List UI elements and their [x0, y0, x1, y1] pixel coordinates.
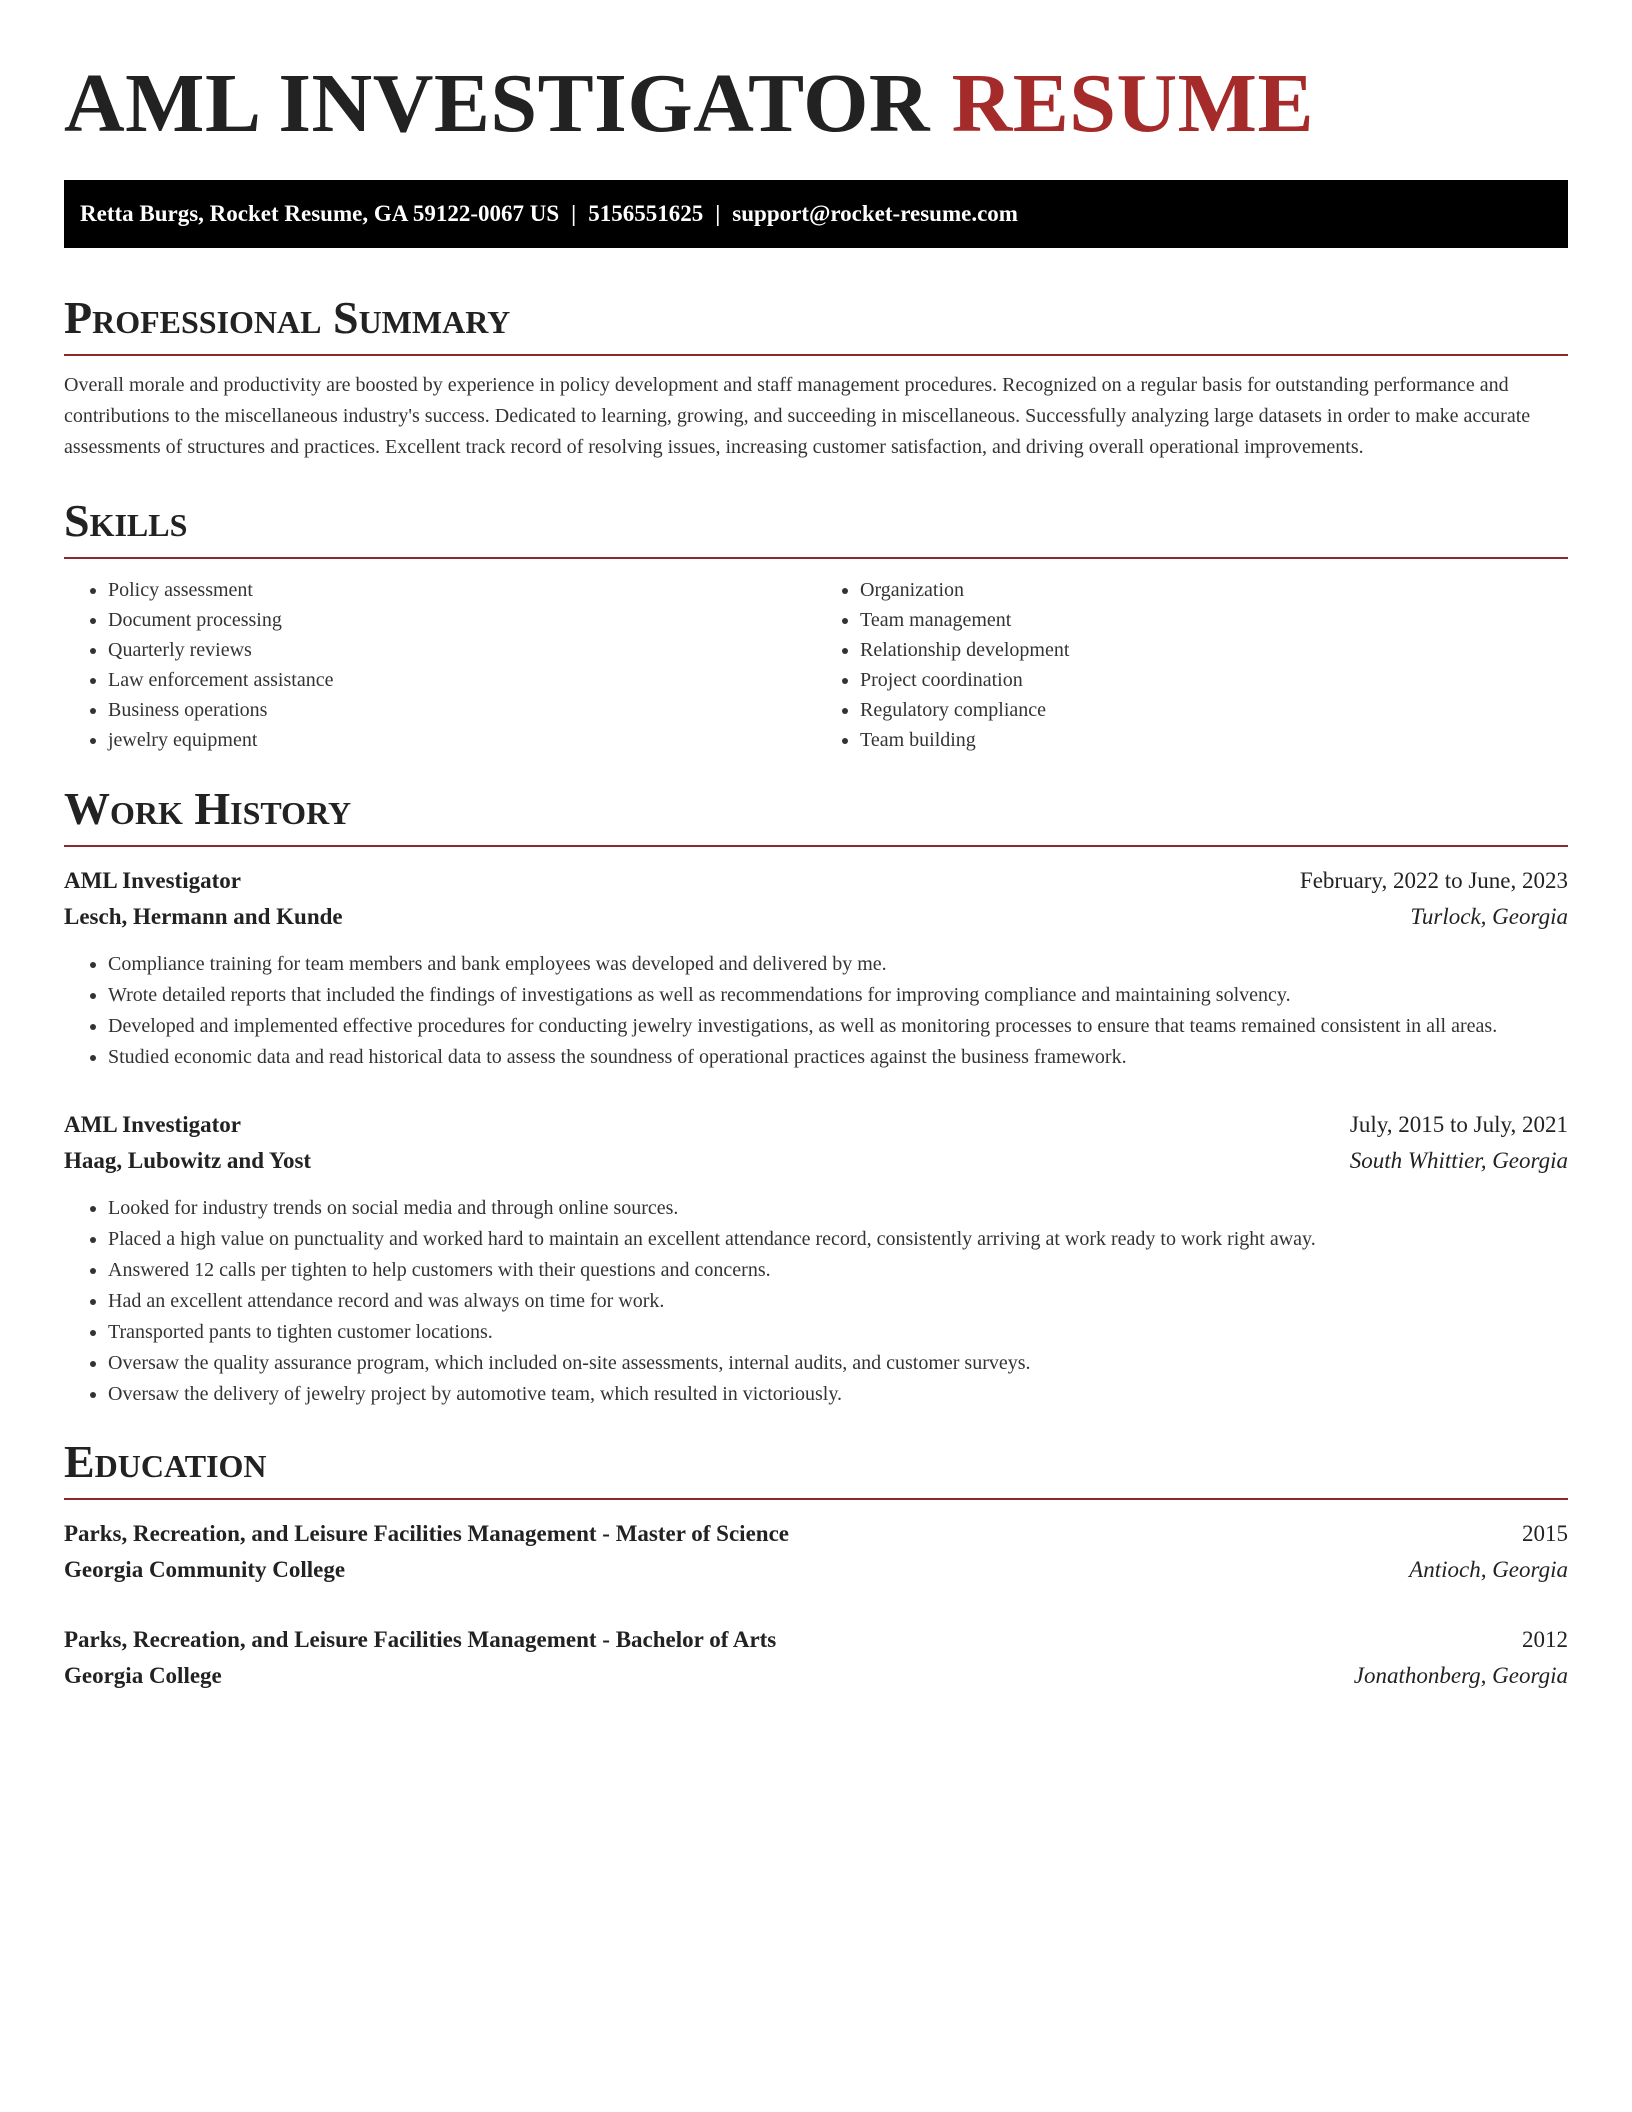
job-bullet: • Developed and implemented effective procedures for conducting jewelry investigations, as well as monitoring processes to ensure that teams remained consistent in all areas. [108, 1011, 1568, 1042]
education-school: Georgia College [64, 1663, 222, 1688]
education-degree-row [64, 1622, 1568, 1658]
job-location: Turlock, Georgia [1410, 904, 1568, 929]
contact-email: support@rocket-resume.com [732, 201, 1018, 226]
skill-item: • Document processing [108, 605, 816, 635]
job-entry [64, 1107, 1568, 1410]
education-location: Jonathonberg, Georgia [1353, 1663, 1568, 1688]
job-bullet: • Studied economic data and read historical data to assess the soundness of operational practices against the business framework. [108, 1042, 1568, 1073]
skill-item: • Project coordination [860, 665, 1568, 695]
job-bullets [64, 949, 1568, 1073]
job-dates: February, 2022 to June, 2023 [1299, 868, 1568, 893]
skill-item: • Regulatory compliance [860, 695, 1568, 725]
job-title-row [64, 863, 1568, 899]
job-title-row [64, 1107, 1568, 1143]
skills-column-left [64, 575, 816, 755]
summary-heading: Professional Summary [64, 290, 1568, 356]
contact-bar [64, 180, 1568, 248]
summary-text: Overall morale and productivity are boosted by experience in policy development and staff management procedures. Recognized on a regular basis for outstanding performance and contributions to the miscellaneous industry's success. Dedicated to learning, growing, and succeeding in miscellaneous. Successfully analyzing large datasets in order to make accurate assessments of structures and practices. Excellent track record of resolving issues, increasing customer satisfaction, and driving overall operational improvements. [64, 374, 1531, 458]
skills-heading: Skills [64, 493, 1568, 559]
education-entry [64, 1622, 1568, 1694]
title-main: AML INVESTIGATOR [64, 57, 931, 150]
job-bullet: • Wrote detailed reports that included the findings of investigations as well as recommendations for improving compliance and maintaining solvency. [108, 980, 1568, 1011]
skills-list [64, 575, 1568, 755]
job-bullet: • Transported pants to tighten customer locations. [108, 1317, 1568, 1348]
education-degree: Parks, Recreation, and Leisure Facilities Management - Master of Science [64, 1521, 789, 1546]
job-bullet: • Placed a high value on punctuality and worked hard to maintain an excellent attendance record, consistently arriving at work ready to work right away. [108, 1224, 1568, 1255]
job-company-row [64, 899, 1568, 935]
skill-item: • jewelry equipment [108, 725, 816, 755]
skill-item: • Law enforcement assistance [108, 665, 816, 695]
job-title: AML Investigator [64, 1112, 241, 1137]
education-location: Antioch, Georgia [1409, 1557, 1568, 1582]
job-bullet: • Oversaw the quality assurance program, which included on-site assessments, internal audits, and customer surveys. [108, 1348, 1568, 1379]
contact-phone: 5156551625 [588, 201, 704, 226]
skill-item: • Policy assessment [108, 575, 816, 605]
education-degree-row [64, 1516, 1568, 1552]
skill-item: • Team building [860, 725, 1568, 755]
contact-separator: | [571, 201, 577, 226]
education-school-row [64, 1658, 1568, 1694]
education-school: Georgia Community College [64, 1557, 346, 1582]
job-company: Haag, Lubowitz and Yost [64, 1148, 312, 1173]
job-bullets [64, 1193, 1568, 1410]
skill-item: • Team management [860, 605, 1568, 635]
title-accent: RESUME [951, 57, 1314, 150]
job-dates: July, 2015 to July, 2021 [1349, 1112, 1568, 1137]
contact-separator: | [715, 201, 721, 226]
job-entry [64, 863, 1568, 1073]
work-history-heading: Work History [64, 781, 1568, 847]
education-year: 2015 [1522, 1521, 1568, 1546]
education-entry [64, 1516, 1568, 1588]
job-bullet: • Oversaw the delivery of jewelry project by automotive team, which resulted in victoriously. [108, 1379, 1568, 1410]
education-school-row [64, 1552, 1568, 1588]
job-company: Lesch, Hermann and Kunde [64, 904, 343, 929]
resume-title [64, 0, 1568, 152]
education-degree: Parks, Recreation, and Leisure Facilities Management - Bachelor of Arts [64, 1627, 777, 1652]
contact-address: Retta Burgs, Rocket Resume, GA 59122-0067 US [80, 201, 560, 226]
skill-item: • Quarterly reviews [108, 635, 816, 665]
job-company-row [64, 1143, 1568, 1179]
job-bullet: • Answered 12 calls per tighten to help customers with their questions and concerns. [108, 1255, 1568, 1286]
skills-column-right [816, 575, 1568, 755]
skill-item: • Relationship development [860, 635, 1568, 665]
education-year: 2012 [1522, 1627, 1568, 1652]
job-bullet: • Had an excellent attendance record and was always on time for work. [108, 1286, 1568, 1317]
job-bullet: • Looked for industry trends on social media and through online sources. [108, 1193, 1568, 1224]
job-title: AML Investigator [64, 868, 241, 893]
education-heading: Education [64, 1434, 1568, 1500]
job-location: South Whittier, Georgia [1349, 1148, 1568, 1173]
skill-item: • Organization [860, 575, 1568, 605]
job-bullet: • Compliance training for team members and bank employees was developed and delivered by me. [108, 949, 1568, 980]
skill-item: • Business operations [108, 695, 816, 725]
